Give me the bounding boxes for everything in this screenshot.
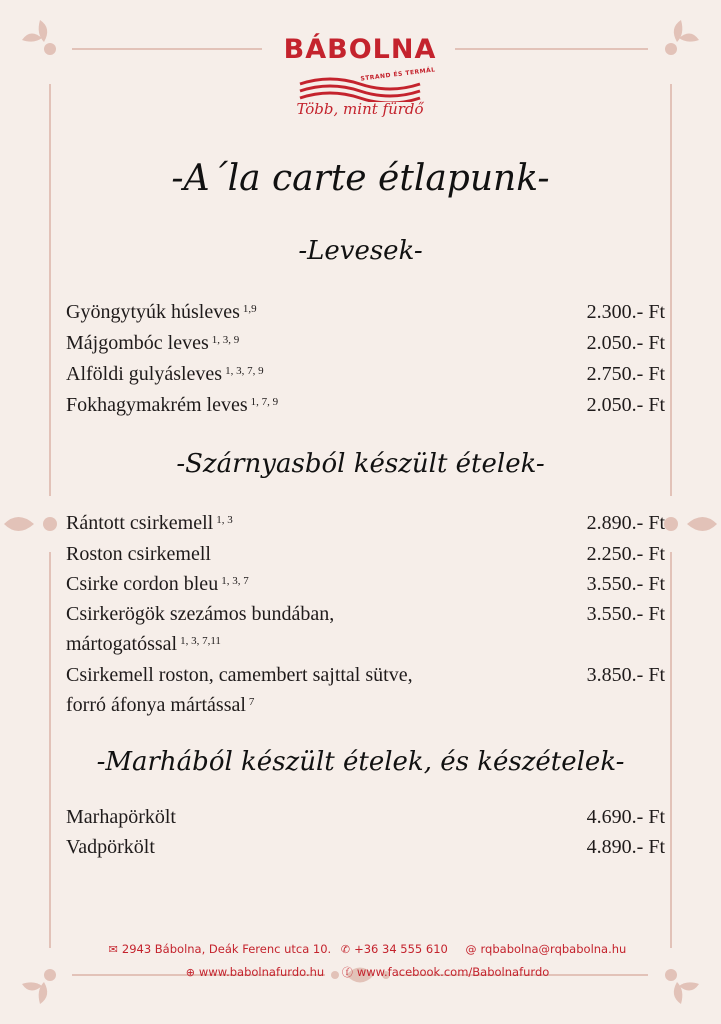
menu-item-price: 2.750.- Ft <box>586 363 665 385</box>
menu-item: Májgombóc leves $^{1, 3, 9}$ <box>66 332 240 354</box>
menu-item: Roston csirkemell <box>66 543 211 565</box>
menu-item: Marhapörkölt <box>66 806 176 828</box>
menu-item-price: 4.690.- Ft <box>586 806 665 828</box>
menu-item-price: 2.050.- Ft <box>586 332 665 354</box>
page-title: -A´la carte étlapunk- <box>171 158 550 199</box>
footer-email[interactable]: rqbabolna@rqbabolna.hu <box>480 942 627 956</box>
menu-item-price: 2.250.- Ft <box>586 543 665 565</box>
footer-phone[interactable]: +36 34 555 610 <box>354 942 448 956</box>
menu-item: Gyöngytyúk húsleves $^{1,9}$ <box>66 301 257 323</box>
menu-item-price: 2.890.- Ft <box>586 512 665 534</box>
footer-contact-row <box>0 942 721 956</box>
menu-item-price: 2.050.- Ft <box>586 394 665 416</box>
section-title-poultry: -Szárnyasból készült ételek- <box>176 449 545 479</box>
footer-website[interactable]: www.babolnafurdo.hu <box>198 965 325 979</box>
menu-item: Rántott csirkemell $^{1, 3}$ <box>66 512 233 534</box>
menu-item: Csirkerögök szezámos bundában, mártogatóssal $^{1, 3, 7,11}$ <box>66 603 335 655</box>
menu-item: Csirkemell roston, camembert sajttal sütve, forró áfonya mártással $^7$ <box>66 664 413 716</box>
footer-facebook[interactable]: www.facebook.com/Babolnafurdo <box>356 965 550 979</box>
menu-item-price: 3.850.- Ft <box>586 664 665 686</box>
corner-ornament-top-right <box>665 20 699 55</box>
phone-icon: ✆ <box>340 943 351 956</box>
menu-item-price: 3.550.- Ft <box>586 603 665 625</box>
globe-icon: ⊕ <box>185 966 195 979</box>
corner-ornament-top-left <box>22 20 56 55</box>
facebook-icon: ⓕ <box>341 966 353 979</box>
envelope-icon: ✉ <box>108 943 118 956</box>
logo-slogan: Több, mint fürdő <box>296 100 424 118</box>
menu-item: Vadpörkölt <box>66 836 155 858</box>
menu-item-price: 3.550.- Ft <box>586 573 665 595</box>
side-ornament-right <box>664 517 717 531</box>
section-title-soups: -Levesek- <box>298 236 423 266</box>
logo-name: BÁBOLNA <box>283 34 437 65</box>
logo-subtitle: STRAND ÉS TERMÁL <box>360 66 436 83</box>
section-title-beef: -Marhából készült ételek, és készételek- <box>96 747 625 777</box>
menu-item-price: 4.890.- Ft <box>586 836 665 858</box>
at-icon: @ <box>465 943 477 956</box>
footer-web-row <box>0 964 721 980</box>
footer-address: 2943 Bábolna, Deák Ferenc utca 10. <box>121 942 332 956</box>
logo <box>260 24 460 124</box>
menu-item: Alföldi gulyásleves $^{1, 3, 7, 9}$ <box>66 363 264 385</box>
side-ornament-left <box>4 517 57 531</box>
menu-item: Fokhagymakrém leves $^{1, 7, 9}$ <box>66 394 279 416</box>
menu-item-price: 2.300.- Ft <box>586 301 665 323</box>
menu-item: Csirke cordon bleu $^{1, 3, 7}$ <box>66 573 249 595</box>
